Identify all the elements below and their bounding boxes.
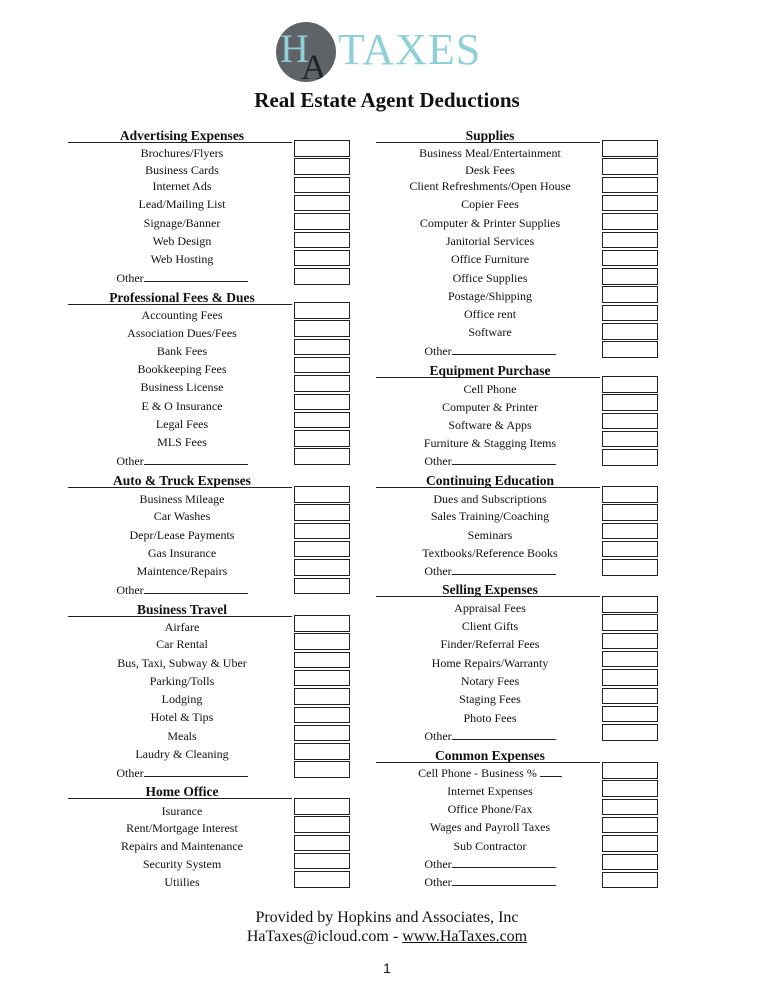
- amount-box-internet-expenses[interactable]: [602, 780, 658, 797]
- logo-monogram: [276, 22, 336, 82]
- deduction-label-car-rental: [70, 637, 294, 651]
- section-rule: [376, 142, 600, 143]
- section-rule: [376, 487, 600, 488]
- deduction-label-text: Bank Fees: [156, 344, 208, 358]
- amount-box-other[interactable]: [294, 578, 350, 595]
- footer-contact: [0, 927, 774, 946]
- deduction-label-depr-lease-payments: [70, 528, 294, 542]
- deduction-label-business-meal-entertainment: [378, 146, 602, 160]
- deduction-label-office-phone-fax: [378, 802, 602, 816]
- deduction-label-text: Copier Fees: [461, 197, 519, 211]
- deduction-label-text: E & O Insurance: [141, 399, 223, 413]
- amount-box-parking-tolls[interactable]: [294, 670, 350, 687]
- deduction-label-text: Maintence/Repairs: [136, 564, 228, 578]
- amount-box-other[interactable]: [602, 559, 658, 576]
- deduction-label-sales-training-coaching: [378, 509, 602, 523]
- deduction-label-notary-fees: [378, 674, 602, 688]
- deduction-label-meals: [70, 729, 294, 743]
- deduction-label-text: Desk Fees: [465, 163, 515, 177]
- amount-box-rent-mortgage-interest[interactable]: [294, 816, 350, 833]
- deduction-label-text: Appraisal Fees: [454, 601, 526, 615]
- amount-box-sales-training-coaching[interactable]: [602, 504, 658, 521]
- amount-box-brochures-flyers[interactable]: [294, 140, 350, 157]
- deduction-label-textbooks-reference-books: [378, 546, 602, 560]
- deduction-label-text: Bookkeeping Fees: [137, 362, 227, 376]
- amount-box-furniture-and-stagging-items[interactable]: [602, 431, 658, 448]
- deduction-label-computer-and-printer-supplies: [378, 216, 602, 230]
- deduction-label-text: Isurance: [161, 804, 203, 818]
- deduction-label-bank-fees: [70, 344, 294, 358]
- amount-box-security-system[interactable]: [294, 853, 350, 870]
- deduction-label-text: Janitorial Services: [445, 234, 535, 248]
- deduction-label-dues-and-subscriptions: [378, 492, 602, 506]
- deduction-label-business-license: [70, 380, 294, 394]
- deduction-label-text: Other: [116, 766, 144, 780]
- deduction-label-computer-and-printer: [378, 400, 602, 414]
- footer: [0, 908, 774, 946]
- deduction-label-business-cards: [70, 163, 294, 177]
- deduction-label-text: Utiilies: [164, 875, 200, 889]
- amount-box-client-refreshments-open-house[interactable]: [602, 177, 658, 194]
- deduction-label-text: Internet Expenses: [447, 784, 533, 798]
- deduction-label-web-design: [70, 234, 294, 248]
- amount-box-office-furniture[interactable]: [602, 250, 658, 267]
- deduction-label-text: Bus, Taxi, Subway & Uber: [117, 656, 247, 670]
- amount-box-home-repairs-warranty[interactable]: [602, 651, 658, 668]
- deduction-label-text: Textbooks/Reference Books: [422, 546, 558, 560]
- deduction-label-software: [378, 325, 602, 339]
- deduction-label-gas-insurance: [70, 546, 294, 560]
- deduction-label-mls-fees: [70, 435, 294, 449]
- deduction-label-bookkeeping-fees: [70, 362, 294, 376]
- deduction-label-text: Other: [424, 344, 452, 358]
- deduction-label-wages-and-payroll-taxes: [378, 820, 602, 834]
- deduction-label-other: [378, 857, 602, 871]
- deduction-label-text: Dues and Subscriptions: [433, 492, 547, 506]
- deduction-label-text: Postage/Shipping: [447, 289, 532, 303]
- write-in-line[interactable]: [452, 454, 556, 465]
- deduction-label-text: Notary Fees: [460, 674, 520, 688]
- amount-box-office-supplies[interactable]: [602, 268, 658, 285]
- deduction-label-text: Staging Fees: [459, 692, 521, 706]
- section-header-equipment-purchase: Equipment Purchase: [429, 363, 551, 378]
- deduction-label-text: Sales Training/Coaching: [430, 509, 550, 523]
- deduction-label-text: Other: [116, 583, 144, 597]
- amount-box-depr-lease-payments[interactable]: [294, 523, 350, 540]
- deduction-label-text: Software & Apps: [448, 418, 532, 432]
- amount-box-airfare[interactable]: [294, 615, 350, 632]
- amount-box-lodging[interactable]: [294, 688, 350, 705]
- amount-box-other[interactable]: [294, 268, 350, 285]
- deduction-label-text: Brochures/Flyers: [140, 146, 224, 160]
- deduction-label-car-washes: [70, 509, 294, 523]
- section-header-continuing-education: Continuing Education: [426, 473, 554, 488]
- deduction-label-text: Furniture & Stagging Items: [423, 436, 557, 450]
- amount-box-computer-and-printer[interactable]: [602, 394, 658, 411]
- footer-website-link[interactable]: www.HaTaxes.com: [402, 928, 528, 945]
- deduction-label-other: [70, 766, 294, 780]
- amount-box-maintence-repairs[interactable]: [294, 559, 350, 576]
- deduction-label-seminars: [378, 528, 602, 542]
- deduction-label-brochures-flyers: [70, 146, 294, 160]
- deduction-label-text: Home Repairs/Warranty: [431, 656, 549, 670]
- deduction-label-janitorial-services: [378, 234, 602, 248]
- deduction-label-text: Accounting Fees: [141, 308, 223, 322]
- deduction-label-association-dues-fees: [70, 326, 294, 340]
- deduction-label-text: Computer & Printer Supplies: [419, 216, 561, 230]
- deduction-label-text: Parking/Tolls: [149, 674, 215, 688]
- footer-email[interactable]: HaTaxes@icloud.com: [246, 928, 389, 945]
- deduction-label-text: Wages and Payroll Taxes: [429, 820, 551, 834]
- deduction-label-finder-referral-fees: [378, 637, 602, 651]
- deduction-label-staging-fees: [378, 692, 602, 706]
- deduction-label-office-rent: [378, 307, 602, 321]
- amount-box-signage-banner[interactable]: [294, 213, 350, 230]
- deduction-label-appraisal-fees: [378, 601, 602, 615]
- deduction-label-copier-fees: [378, 197, 602, 211]
- deduction-label-software-and-apps: [378, 418, 602, 432]
- section-header-business-travel: Business Travel: [137, 602, 227, 617]
- amount-box-internet-ads[interactable]: [294, 177, 350, 194]
- deduction-label-text: Cell Phone: [463, 382, 517, 396]
- deduction-label-text: Client Refreshments/Open House: [409, 179, 571, 193]
- deduction-label-signage-banner: [70, 216, 294, 230]
- deduction-label-maintence-repairs: [70, 564, 294, 578]
- deduction-label-desk-fees: [378, 163, 602, 177]
- deduction-label-text: Other: [424, 564, 452, 578]
- amount-box-other[interactable]: [602, 724, 658, 741]
- amount-box-bookkeeping-fees[interactable]: [294, 357, 350, 374]
- amount-box-office-rent[interactable]: [602, 305, 658, 322]
- deduction-label-text: Internet Ads: [152, 179, 212, 193]
- section-rule: [68, 487, 292, 488]
- write-in-line[interactable]: [452, 875, 556, 886]
- amount-box-sub-contractor[interactable]: [602, 835, 658, 852]
- deduction-label-office-supplies: [378, 271, 602, 285]
- deduction-label-text: Other: [424, 729, 452, 743]
- amount-box-other[interactable]: [602, 449, 658, 466]
- amount-box-gas-insurance[interactable]: [294, 541, 350, 558]
- amount-box-web-design[interactable]: [294, 232, 350, 249]
- logo-letter-a: A: [301, 47, 327, 82]
- deduction-label-bus-taxi-subway-and-uber: [70, 656, 294, 670]
- section-header-home-office: Home Office: [145, 784, 219, 799]
- deduction-label-office-furniture: [378, 252, 602, 266]
- deduction-label-other: [378, 729, 602, 743]
- deduction-label-isurance: [70, 804, 294, 818]
- deduction-label-hotel-and-tips: [70, 710, 294, 724]
- section-rule: [68, 304, 292, 305]
- deduction-label-cell-phone-business: [378, 766, 602, 780]
- write-in-line[interactable]: [144, 583, 248, 594]
- deduction-label-other: [70, 454, 294, 468]
- deduction-label-other: [70, 271, 294, 285]
- deduction-label-text: Other: [424, 454, 452, 468]
- section-rule: [68, 798, 292, 799]
- logo-letter-h: H: [280, 26, 309, 71]
- write-in-line[interactable]: [144, 766, 248, 777]
- amount-box-wages-and-payroll-taxes[interactable]: [602, 817, 658, 834]
- deduction-label-lead-mailing-list: [70, 197, 294, 211]
- deduction-label-text: Meals: [167, 729, 197, 743]
- deduction-label-text: Lodging: [161, 692, 203, 706]
- amount-box-postage-shipping[interactable]: [602, 286, 658, 303]
- amount-box-business-meal-entertainment[interactable]: [602, 140, 658, 157]
- deduction-label-other: [378, 875, 602, 889]
- deduction-label-text: Other: [116, 454, 144, 468]
- deduction-label-business-mileage: [70, 492, 294, 506]
- deduction-label-text: Depr/Lease Payments: [129, 528, 235, 542]
- deduction-label-other: [378, 564, 602, 578]
- write-in-line[interactable]: [144, 454, 248, 465]
- amount-box-laudry-and-cleaning[interactable]: [294, 743, 350, 760]
- page-title: Real Estate Agent Deductions: [254, 88, 520, 112]
- amount-box-legal-fees[interactable]: [294, 412, 350, 429]
- deduction-label-photo-fees: [378, 711, 602, 725]
- deduction-label-laudry-and-cleaning: [70, 747, 294, 761]
- deduction-label-airfare: [70, 620, 294, 634]
- deduction-label-legal-fees: [70, 417, 294, 431]
- amount-box-seminars[interactable]: [602, 523, 658, 540]
- deduction-label-furniture-and-stagging-items: [378, 436, 602, 450]
- section-header-selling-expenses: Selling Expenses: [442, 582, 538, 597]
- section-header-professional-fees-and-dues: Professional Fees & Dues: [109, 290, 255, 305]
- deduction-label-text: Association Dues/Fees: [127, 326, 237, 340]
- amount-box-other[interactable]: [294, 448, 350, 465]
- footer-provider: Provided by Hopkins and Associates, Inc: [255, 909, 519, 926]
- deduction-label-text: Software: [468, 325, 512, 339]
- deduction-label-text: Sub Contractor: [453, 839, 527, 853]
- deduction-label-text: Cell Phone - Business %: [418, 766, 537, 780]
- right-column: [376, 126, 698, 896]
- deduction-label-text: Office Furniture: [450, 252, 530, 266]
- section-rule: [376, 596, 600, 597]
- amount-box-cell-phone[interactable]: [602, 376, 658, 393]
- amount-box-staging-fees[interactable]: [602, 688, 658, 705]
- left-column: [68, 126, 390, 896]
- deduction-label-text: Web Design: [152, 234, 212, 248]
- deduction-label-postage-shipping: [378, 289, 602, 303]
- deduction-label-text: Web Hosting: [150, 252, 214, 266]
- deduction-label-other: [378, 344, 602, 358]
- section-header-advertising-expenses: Advertising Expenses: [119, 128, 245, 143]
- deduction-label-text: Laudry & Cleaning: [135, 747, 229, 761]
- deduction-label-text: Client Gifts: [461, 619, 519, 633]
- amount-box-business-cards[interactable]: [294, 158, 350, 175]
- amount-box-bank-fees[interactable]: [294, 339, 350, 356]
- amount-box-software-and-apps[interactable]: [602, 413, 658, 430]
- section-rule: [376, 377, 600, 378]
- deduction-label-rent-mortgage-interest: [70, 821, 294, 835]
- amount-box-isurance[interactable]: [294, 798, 350, 815]
- amount-box-bus-taxi-subway-and-uber[interactable]: [294, 652, 350, 669]
- amount-box-finder-referral-fees[interactable]: [602, 633, 658, 650]
- deduction-label-text: Legal Fees: [155, 417, 209, 431]
- deduction-label-text: Airfare: [164, 620, 200, 634]
- section-header-auto-and-truck-expenses: Auto & Truck Expenses: [113, 473, 251, 488]
- deduction-label-text: Business Meal/Entertainment: [419, 146, 561, 160]
- deduction-label-repairs-and-maintenance: [70, 839, 294, 853]
- deduction-label-other: [70, 583, 294, 597]
- deduction-label-sub-contractor: [378, 839, 602, 853]
- deduction-label-web-hosting: [70, 252, 294, 266]
- deduction-label-text: Car Rental: [156, 637, 208, 651]
- amount-box-appraisal-fees[interactable]: [602, 596, 658, 613]
- deduction-label-text: Hotel & Tips: [150, 710, 214, 724]
- page-number: 1: [383, 960, 391, 976]
- write-in-line[interactable]: [144, 271, 248, 282]
- amount-box-lead-mailing-list[interactable]: [294, 195, 350, 212]
- deduction-label-text: Car Washes: [153, 509, 211, 523]
- deduction-label-text: Finder/Referral Fees: [440, 637, 540, 651]
- amount-box-other[interactable]: [602, 854, 658, 871]
- deduction-label-client-refreshments-open-house: [378, 179, 602, 193]
- deduction-label-text: Business Mileage: [139, 492, 225, 506]
- deduction-label-parking-tolls: [70, 674, 294, 688]
- percentage-write-in-line[interactable]: [540, 766, 562, 777]
- amount-box-office-phone-fax[interactable]: [602, 799, 658, 816]
- amount-box-copier-fees[interactable]: [602, 195, 658, 212]
- amount-box-web-hosting[interactable]: [294, 250, 350, 267]
- amount-box-association-dues-fees[interactable]: [294, 320, 350, 337]
- deduction-label-text: Security System: [142, 857, 222, 871]
- deduction-label-text: Lead/Mailing List: [138, 197, 226, 211]
- deduction-label-text: Computer & Printer: [442, 400, 538, 414]
- deduction-label-text: MLS Fees: [157, 435, 207, 449]
- footer-separator: -: [388, 928, 403, 945]
- deduction-label-other: [378, 454, 602, 468]
- amount-box-desk-fees[interactable]: [602, 158, 658, 175]
- deduction-label-text: Seminars: [467, 528, 513, 542]
- deduction-label-text: Other: [424, 857, 452, 871]
- amount-box-meals[interactable]: [294, 725, 350, 742]
- amount-box-e-and-o-insurance[interactable]: [294, 394, 350, 411]
- deduction-label-security-system: [70, 857, 294, 871]
- deduction-label-home-repairs-warranty: [378, 656, 602, 670]
- amount-box-software[interactable]: [602, 323, 658, 340]
- deduction-label-lodging: [70, 692, 294, 706]
- deduction-label-text: Repairs and Maintenance: [121, 839, 243, 853]
- amount-box-dues-and-subscriptions[interactable]: [602, 486, 658, 503]
- amount-box-repairs-and-maintenance[interactable]: [294, 835, 350, 852]
- deduction-label-internet-expenses: [378, 784, 602, 798]
- deduction-label-text: Rent/Mortgage Interest: [126, 821, 238, 835]
- amount-box-cell-phone-business[interactable]: [602, 762, 658, 779]
- section-header-common-expenses: Common Expenses: [435, 748, 545, 763]
- write-in-line[interactable]: [452, 564, 556, 575]
- amount-box-hotel-and-tips[interactable]: [294, 707, 350, 724]
- amount-box-photo-fees[interactable]: [602, 706, 658, 723]
- amount-box-mls-fees[interactable]: [294, 430, 350, 447]
- logo-wordmark: TAXES: [338, 25, 482, 74]
- deduction-label-text: Gas Insurance: [147, 546, 217, 560]
- deduction-label-utiilies: [70, 875, 294, 889]
- deduction-label-cell-phone: [378, 382, 602, 396]
- amount-box-computer-and-printer-supplies[interactable]: [602, 213, 658, 230]
- section-rule: [376, 762, 600, 763]
- write-in-line[interactable]: [452, 857, 556, 868]
- section-rule: [68, 142, 292, 143]
- write-in-line[interactable]: [452, 344, 556, 355]
- amount-box-other[interactable]: [602, 872, 658, 889]
- hataxes-logo: [276, 22, 482, 84]
- deduction-label-text: Business License: [140, 380, 224, 394]
- amount-box-other[interactable]: [294, 761, 350, 778]
- amount-box-business-mileage[interactable]: [294, 486, 350, 503]
- amount-box-notary-fees[interactable]: [602, 669, 658, 686]
- section-header-supplies: Supplies: [465, 128, 515, 143]
- deduction-label-text: Office Phone/Fax: [447, 802, 533, 816]
- amount-box-car-rental[interactable]: [294, 633, 350, 650]
- deduction-label-text: Other: [116, 271, 144, 285]
- amount-box-other[interactable]: [602, 341, 658, 358]
- deduction-label-text: Business Cards: [145, 163, 219, 177]
- deduction-label-text: Other: [424, 875, 452, 889]
- deduction-label-text: Photo Fees: [463, 711, 517, 725]
- amount-box-car-washes[interactable]: [294, 504, 350, 521]
- amount-box-utiilies[interactable]: [294, 871, 350, 888]
- deduction-label-text: Signage/Banner: [143, 216, 221, 230]
- deduction-label-accounting-fees: [70, 308, 294, 322]
- section-rule: [68, 616, 292, 617]
- deduction-label-text: Office Supplies: [452, 271, 528, 285]
- deduction-label-client-gifts: [378, 619, 602, 633]
- amount-box-accounting-fees[interactable]: [294, 302, 350, 319]
- amount-box-janitorial-services[interactable]: [602, 232, 658, 249]
- deduction-label-e-and-o-insurance: [70, 399, 294, 413]
- deduction-label-internet-ads: [70, 179, 294, 193]
- write-in-line[interactable]: [452, 729, 556, 740]
- deduction-label-text: Office rent: [463, 307, 517, 321]
- amount-box-textbooks-reference-books[interactable]: [602, 541, 658, 558]
- amount-box-client-gifts[interactable]: [602, 614, 658, 631]
- amount-box-business-license[interactable]: [294, 375, 350, 392]
